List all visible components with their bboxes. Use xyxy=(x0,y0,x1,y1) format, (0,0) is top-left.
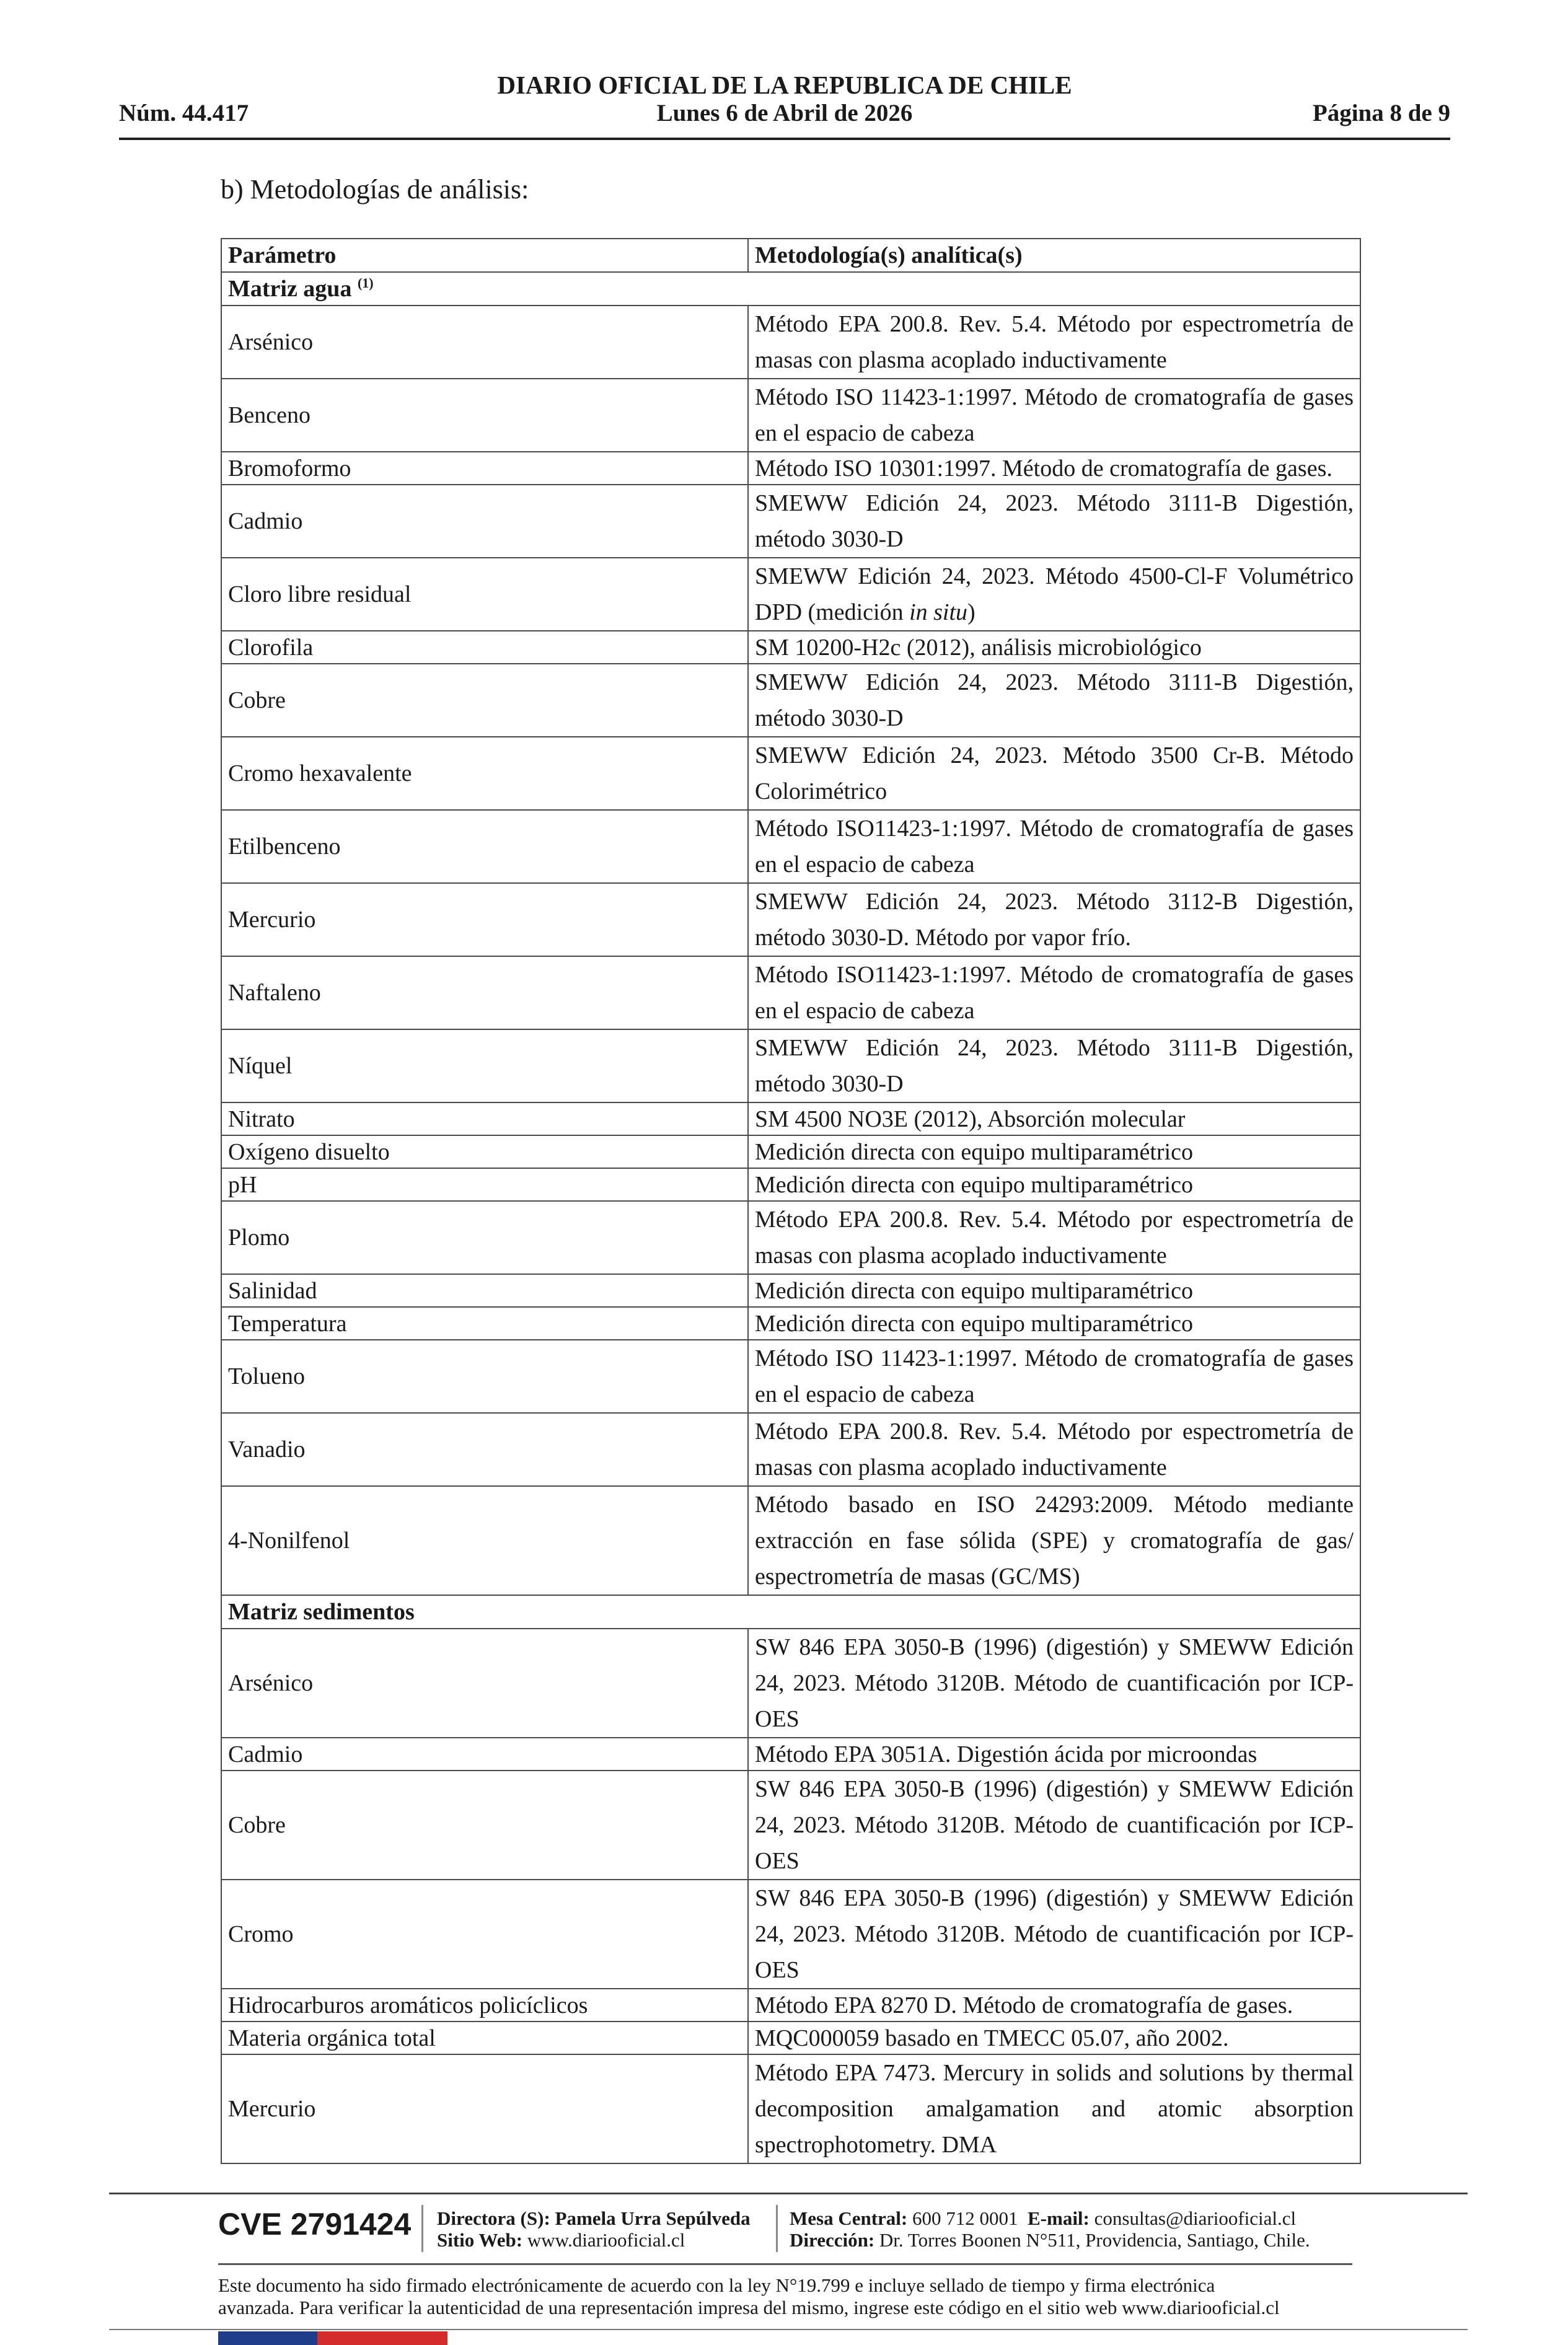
table-row xyxy=(221,1880,1360,1989)
legal-line: Este documento ha sido firmado electrónicamente de acuerdo con la ley N°19.799 e incluye sellado de tiempo y firma electrónica xyxy=(218,2274,1215,2296)
issue-number: Núm. 44.417 xyxy=(119,100,249,126)
table-row xyxy=(221,1413,1360,1486)
method-cell: Método ISO 11423-1:1997. Método de cromatografía de gases en el espacio de cabeza xyxy=(748,1340,1360,1413)
footer-separator xyxy=(421,2205,423,2252)
page-indicator: Página 8 de 9 xyxy=(1312,100,1450,126)
parameter-cell: Tolueno xyxy=(221,1340,748,1413)
method-cell: Método ISO11423-1:1997. Método de cromatografía de gases en el espacio de cabeza xyxy=(748,956,1360,1029)
column-header-parameter: Parámetro xyxy=(221,239,748,272)
table-row xyxy=(221,1029,1360,1102)
parameter-cell: Cloro libre residual xyxy=(221,558,748,631)
footer-director-block xyxy=(437,2207,751,2251)
method-text: ) xyxy=(967,599,976,625)
cve-code: CVE 2791424 xyxy=(218,2207,412,2242)
address-label: Dirección: xyxy=(790,2229,875,2251)
method-cell: Método EPA 200.8. Rev. 5.4. Método por espectrometría de masas con plasma acoplado inductivamente xyxy=(748,1201,1360,1274)
director-name: Pamela Urra Sepúlveda xyxy=(555,2207,751,2229)
footer-divider xyxy=(218,2263,1352,2265)
table-row xyxy=(221,452,1360,485)
table-row xyxy=(221,1629,1360,1738)
parameter-cell: Vanadio xyxy=(221,1413,748,1486)
parameter-cell: Hidrocarburos aromáticos policíclicos xyxy=(221,1989,748,2022)
method-cell: Método ISO11423-1:1997. Método de cromatografía de gases en el espacio de cabeza xyxy=(748,810,1360,883)
table-row xyxy=(221,1340,1360,1413)
mesa-phone: 600 712 0001 xyxy=(912,2207,1018,2229)
table-row xyxy=(221,2022,1360,2054)
method-cell: Método EPA 200.8. Rev. 5.4. Método por espectrometría de masas con plasma acoplado inductivamente xyxy=(748,1413,1360,1486)
flag-stripe-red xyxy=(317,2331,447,2345)
parameter-cell: Bromoformo xyxy=(221,452,748,485)
flag-stripe-blue xyxy=(218,2331,317,2345)
method-cell: SMEWW Edición 24, 2023. Método 3112-B Digestión, método 3030-D. Método por vapor frío. xyxy=(748,883,1360,956)
group-water-text: Matriz agua xyxy=(228,276,352,302)
method-cell: SM 10200-H2c (2012), análisis microbiológico xyxy=(748,631,1360,664)
table-row xyxy=(221,664,1360,737)
table-row xyxy=(221,1307,1360,1340)
table-row xyxy=(221,1201,1360,1274)
parameter-cell: Cadmio xyxy=(221,485,748,558)
footnote-marker: (1) xyxy=(357,275,374,291)
director-label: Directora (S): xyxy=(437,2207,550,2229)
group-label-water xyxy=(221,272,1360,306)
method-italic-text: in situ xyxy=(909,599,968,625)
table-row xyxy=(221,1168,1360,1201)
methodology-table xyxy=(221,238,1361,2164)
parameter-cell: Plomo xyxy=(221,1201,748,1274)
method-cell: SMEWW Edición 24, 2023. Método 3111-B Digestión, método 3030-D xyxy=(748,1029,1360,1102)
parameter-cell: Salinidad xyxy=(221,1274,748,1307)
method-cell: SMEWW Edición 24, 2023. Método 3111-B Digestión, método 3030-D xyxy=(748,664,1360,737)
table-row xyxy=(221,1738,1360,1771)
parameter-cell: Materia orgánica total xyxy=(221,2022,748,2054)
table-row xyxy=(221,558,1360,631)
parameter-cell: Cobre xyxy=(221,1771,748,1880)
method-cell: Método basado en ISO 24293:2009. Método mediante extracción en fase sólida (SPE) y cromatografía de gas/ espectrometría de masas (GC/MS) xyxy=(748,1486,1360,1595)
method-cell: SM 4500 NO3E (2012), Absorción molecular xyxy=(748,1102,1360,1135)
table-row xyxy=(221,1771,1360,1880)
method-cell: Método ISO 10301:1997. Método de cromatografía de gases. xyxy=(748,452,1360,485)
parameter-cell: pH xyxy=(221,1168,748,1201)
parameter-cell: Temperatura xyxy=(221,1307,748,1340)
table-row xyxy=(221,810,1360,883)
issue-date: Lunes 6 de Abril de 2026 xyxy=(656,100,913,126)
footer-divider xyxy=(109,2193,1468,2194)
method-cell: Método EPA 200.8. Rev. 5.4. Método por espectrometría de masas con plasma acoplado inductivamente xyxy=(748,306,1360,379)
table-row xyxy=(221,956,1360,1029)
parameter-cell: Etilbenceno xyxy=(221,810,748,883)
method-cell xyxy=(748,558,1360,631)
table-row xyxy=(221,1135,1360,1168)
group-label-sediments: Matriz sedimentos xyxy=(221,1595,1360,1629)
parameter-cell: Níquel xyxy=(221,1029,748,1102)
email-link[interactable]: consultas@diariooficial.cl xyxy=(1094,2207,1297,2229)
method-cell: SW 846 EPA 3050-B (1996) (digestión) y SMEWW Edición 24, 2023. Método 3120B. Método de cuantificación por ICP-OES xyxy=(748,1771,1360,1880)
legal-notice xyxy=(218,2274,1352,2319)
column-header-method: Metodología(s) analítica(s) xyxy=(748,239,1360,272)
method-cell: Medición directa con equipo multiparamétrico xyxy=(748,1135,1360,1168)
table-row xyxy=(221,485,1360,558)
method-cell: MQC000059 basado en TMECC 05.07, año 2002. xyxy=(748,2022,1360,2054)
method-cell: SMEWW Edición 24, 2023. Método 3500 Cr-B. Método Colorimétrico xyxy=(748,737,1360,810)
parameter-cell: Naftaleno xyxy=(221,956,748,1029)
method-text: SMEWW Edición 24, 2023. Método 4500-Cl-F Volumétrico DPD (medición xyxy=(755,563,1354,625)
parameter-cell: Arsénico xyxy=(221,306,748,379)
footer-contact-block xyxy=(790,2207,1310,2251)
parameter-cell: Mercurio xyxy=(221,883,748,956)
page-header xyxy=(119,69,1450,138)
parameter-cell: 4-Nonilfenol xyxy=(221,1486,748,1595)
footer-baseline xyxy=(109,2329,1468,2330)
method-cell: Medición directa con equipo multiparamétrico xyxy=(748,1168,1360,1201)
table-row xyxy=(221,737,1360,810)
method-cell: Método ISO 11423-1:1997. Método de cromatografía de gases en el espacio de cabeza xyxy=(748,379,1360,452)
parameter-cell: Cadmio xyxy=(221,1738,748,1771)
table-row xyxy=(221,2054,1360,2163)
table-row xyxy=(221,631,1360,664)
table-header-row xyxy=(221,239,1360,272)
parameter-cell: Nitrato xyxy=(221,1102,748,1135)
method-cell: Medición directa con equipo multiparamétrico xyxy=(748,1307,1360,1340)
table-row xyxy=(221,883,1360,956)
method-cell: SMEWW Edición 24, 2023. Método 3111-B Digestión, método 3030-D xyxy=(748,485,1360,558)
method-cell: Medición directa con equipo multiparamétrico xyxy=(748,1274,1360,1307)
method-cell: SW 846 EPA 3050-B (1996) (digestión) y SMEWW Edición 24, 2023. Método 3120B. Método de cuantificación por ICP-OES xyxy=(748,1629,1360,1738)
footer-separator xyxy=(776,2205,778,2252)
parameter-cell: Cromo hexavalente xyxy=(221,737,748,810)
table-row xyxy=(221,1274,1360,1307)
website-label: Sitio Web: xyxy=(437,2229,523,2251)
parameter-cell: Cobre xyxy=(221,664,748,737)
table-row xyxy=(221,1102,1360,1135)
parameter-cell: Mercurio xyxy=(221,2054,748,2163)
group-row-water xyxy=(221,272,1360,306)
header-divider xyxy=(119,138,1450,140)
table-row xyxy=(221,1486,1360,1595)
method-cell: Método EPA 3051A. Digestión ácida por microondas xyxy=(748,1738,1360,1771)
group-row-sediments xyxy=(221,1595,1360,1629)
table-row xyxy=(221,1989,1360,2022)
parameter-cell: Clorofila xyxy=(221,631,748,664)
method-cell: Método EPA 8270 D. Método de cromatografía de gases. xyxy=(748,1989,1360,2022)
method-cell: Método EPA 7473. Mercury in solids and solutions by thermal decomposition amalgamation and atomic absorption spectrophotometry. DMA xyxy=(748,2054,1360,2163)
parameter-cell: Arsénico xyxy=(221,1629,748,1738)
legal-line: avanzada. Para verificar la autenticidad de una representación impresa del mismo, ingrese este código en el sitio web www.diariooficial.cl xyxy=(218,2297,1280,2318)
method-cell: SW 846 EPA 3050-B (1996) (digestión) y SMEWW Edición 24, 2023. Método 3120B. Método de cuantificación por ICP-OES xyxy=(748,1880,1360,1989)
newspaper-title: DIARIO OFICIAL DE LA REPUBLICA DE CHILE xyxy=(497,71,1072,99)
section-title: b) Metodologías de análisis: xyxy=(221,174,529,205)
parameter-cell: Cromo xyxy=(221,1880,748,1989)
email-label: E-mail: xyxy=(1028,2207,1090,2229)
table-row xyxy=(221,306,1360,379)
table-row xyxy=(221,379,1360,452)
website-link[interactable]: www.diariooficial.cl xyxy=(527,2229,685,2251)
address-value: Dr. Torres Boonen N°511, Providencia, Santiago, Chile. xyxy=(879,2229,1310,2251)
parameter-cell: Benceno xyxy=(221,379,748,452)
mesa-label: Mesa Central: xyxy=(790,2207,908,2229)
parameter-cell: Oxígeno disuelto xyxy=(221,1135,748,1168)
